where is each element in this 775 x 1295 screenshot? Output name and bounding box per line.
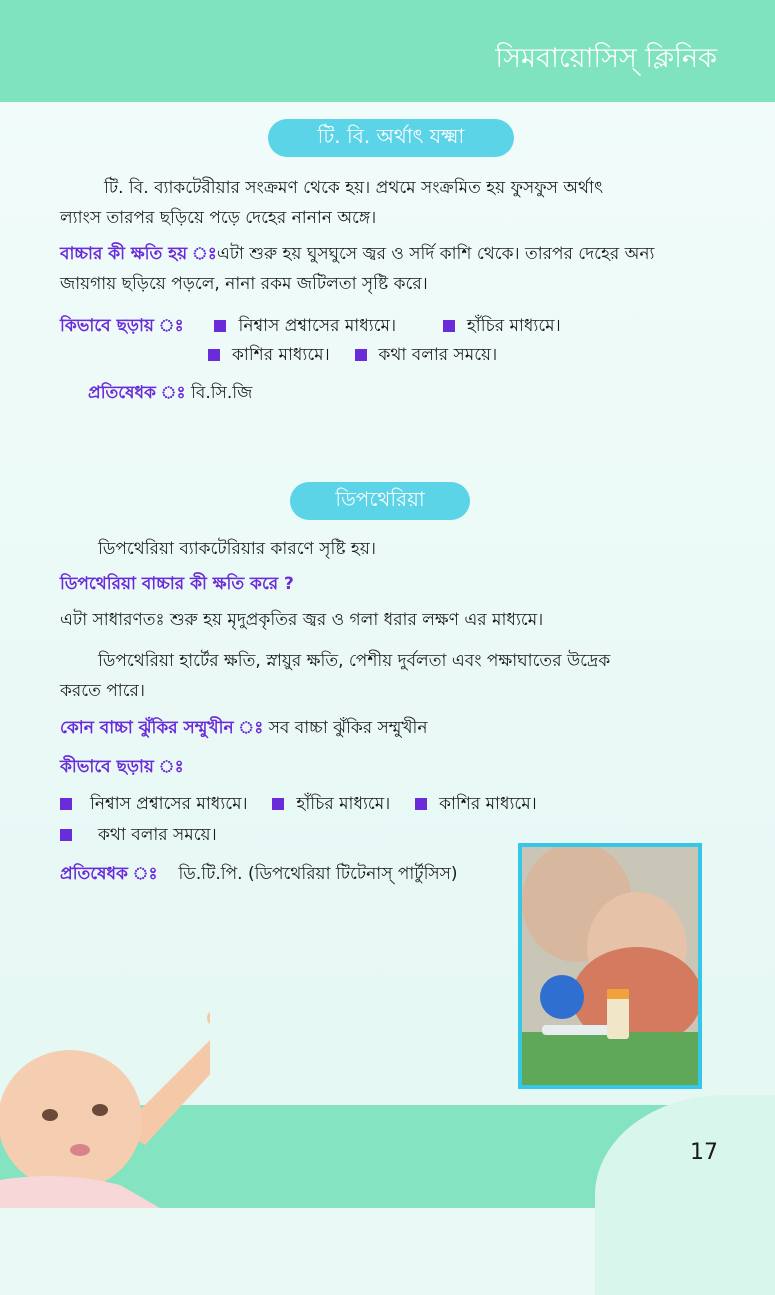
tb-para-line1: টি. বি. ব্যাকটেরীয়ার সংক্রমণ থেকে হয়। প্রথমে সংক্রমিত হয় ফুসফুস অর্থাৎ	[104, 178, 604, 198]
dip-risk-row	[60, 716, 428, 740]
tb-spread-item: কথা বলার সময়ে।	[378, 345, 498, 365]
dip-prevent-value: ডি.টি.পি. (ডিপথেরিয়া টিটেনাস্ পার্টুসিস)	[178, 864, 458, 884]
tb-para-line2: ল্যাংস তারপর ছড়িয়ে পড়ে দেহের নানান অঙ্গে।	[60, 208, 377, 228]
dip-harm-line: এটা সাধারণতঃ শুরু হয় মৃদুপ্রকৃতির জ্বর ও গলা ধরার লক্ষণ এর মাধ্যমে।	[60, 610, 544, 630]
vaccination-illustration	[522, 847, 698, 1085]
tb-harm-line1: এটা শুরু হয় ঘুসঘুসে জ্বর ও সর্দি কাশি থেকে। তারপর দেহের অন্য	[216, 244, 655, 264]
bullet-icon	[272, 798, 284, 810]
bullet-icon	[60, 829, 72, 841]
page-number: 17	[690, 1140, 718, 1165]
dip-prevent-label: প্রতিষেধক ঃ	[60, 864, 158, 884]
dip-effect-line2: করতে পারে।	[60, 681, 145, 701]
dip-effect-line1: ডিপথেরিয়া হার্টের ক্ষতি, স্নায়ুর ক্ষতি, পেশীয় দুর্বলতা এবং পক্ষাঘাতের উদ্রেক	[98, 651, 611, 671]
dip-spread-row2	[60, 823, 217, 847]
tb-spread-item: নিশ্বাস প্রশ্বাসের মাধ্যমে।	[238, 316, 397, 336]
bullet-icon	[208, 349, 220, 361]
dip-spread-item: হাঁচির মাধ্যমে।	[296, 794, 391, 814]
baby-illustration	[0, 1010, 210, 1208]
tb-harm-row	[60, 242, 654, 266]
dip-risk-value: সব বাচ্চা ঝুঁকির সম্মুখীন	[268, 718, 428, 738]
tb-harm-line2: জায়গায় ছড়িয়ে পড়লে, নানা রকম জটিলতা সৃষ্টি করে।	[60, 274, 428, 294]
diphtheria-heading: ডিপথেরিয়া	[290, 482, 470, 520]
bullet-icon	[60, 798, 72, 810]
header-title: সিমবায়োসিস্ ক্লিনিক	[495, 43, 717, 74]
vaccination-photo	[518, 843, 702, 1089]
dip-spread-item: নিশ্বাস প্রশ্বাসের মাধ্যমে।	[90, 794, 248, 814]
dip-spread-label: কীভাবে ছড়ায় ঃ	[60, 757, 184, 777]
dip-intro: ডিপথেরিয়া ব্যাকটেরিয়ার কারণে সৃষ্টি হয়।	[98, 539, 376, 559]
dip-spread-item: কথা বলার সময়ে।	[98, 825, 217, 845]
tb-harm-label: বাচ্চার কী ক্ষতি হয় ঃ	[60, 244, 217, 264]
tb-heading: টি. বি. অর্থাৎ যক্ষ্মা	[268, 119, 514, 157]
tb-spread-label: কিভাবে ছড়ায় ঃ	[60, 316, 184, 336]
tb-spread-row1	[60, 314, 561, 338]
dip-spread-item: কাশির মাধ্যমে।	[439, 794, 537, 814]
header-band	[0, 0, 775, 102]
tb-prevent-label: প্রতিষেধক ঃ	[88, 383, 186, 403]
tb-spread-row2	[208, 343, 497, 367]
bullet-icon	[214, 320, 226, 332]
dip-spread-row1	[60, 792, 537, 816]
tb-spread-item: হাঁচির মাধ্যমে।	[466, 316, 561, 336]
dip-harm-question: ডিপথেরিয়া বাচ্চার কী ক্ষতি করে ?	[60, 574, 294, 594]
bullet-icon	[443, 320, 455, 332]
dip-prevent-row	[60, 862, 458, 886]
tb-spread-item: কাশির মাধ্যমে।	[232, 345, 330, 365]
baby-pointing-image	[0, 1010, 210, 1208]
bullet-icon	[415, 798, 427, 810]
tb-prevent-value: বি.সি.জি	[191, 383, 253, 403]
tb-prevent-row	[88, 381, 252, 405]
bullet-icon	[355, 349, 367, 361]
dip-risk-label: কোন বাচ্চা ঝুঁকির সম্মুখীন ঃ	[60, 718, 264, 738]
